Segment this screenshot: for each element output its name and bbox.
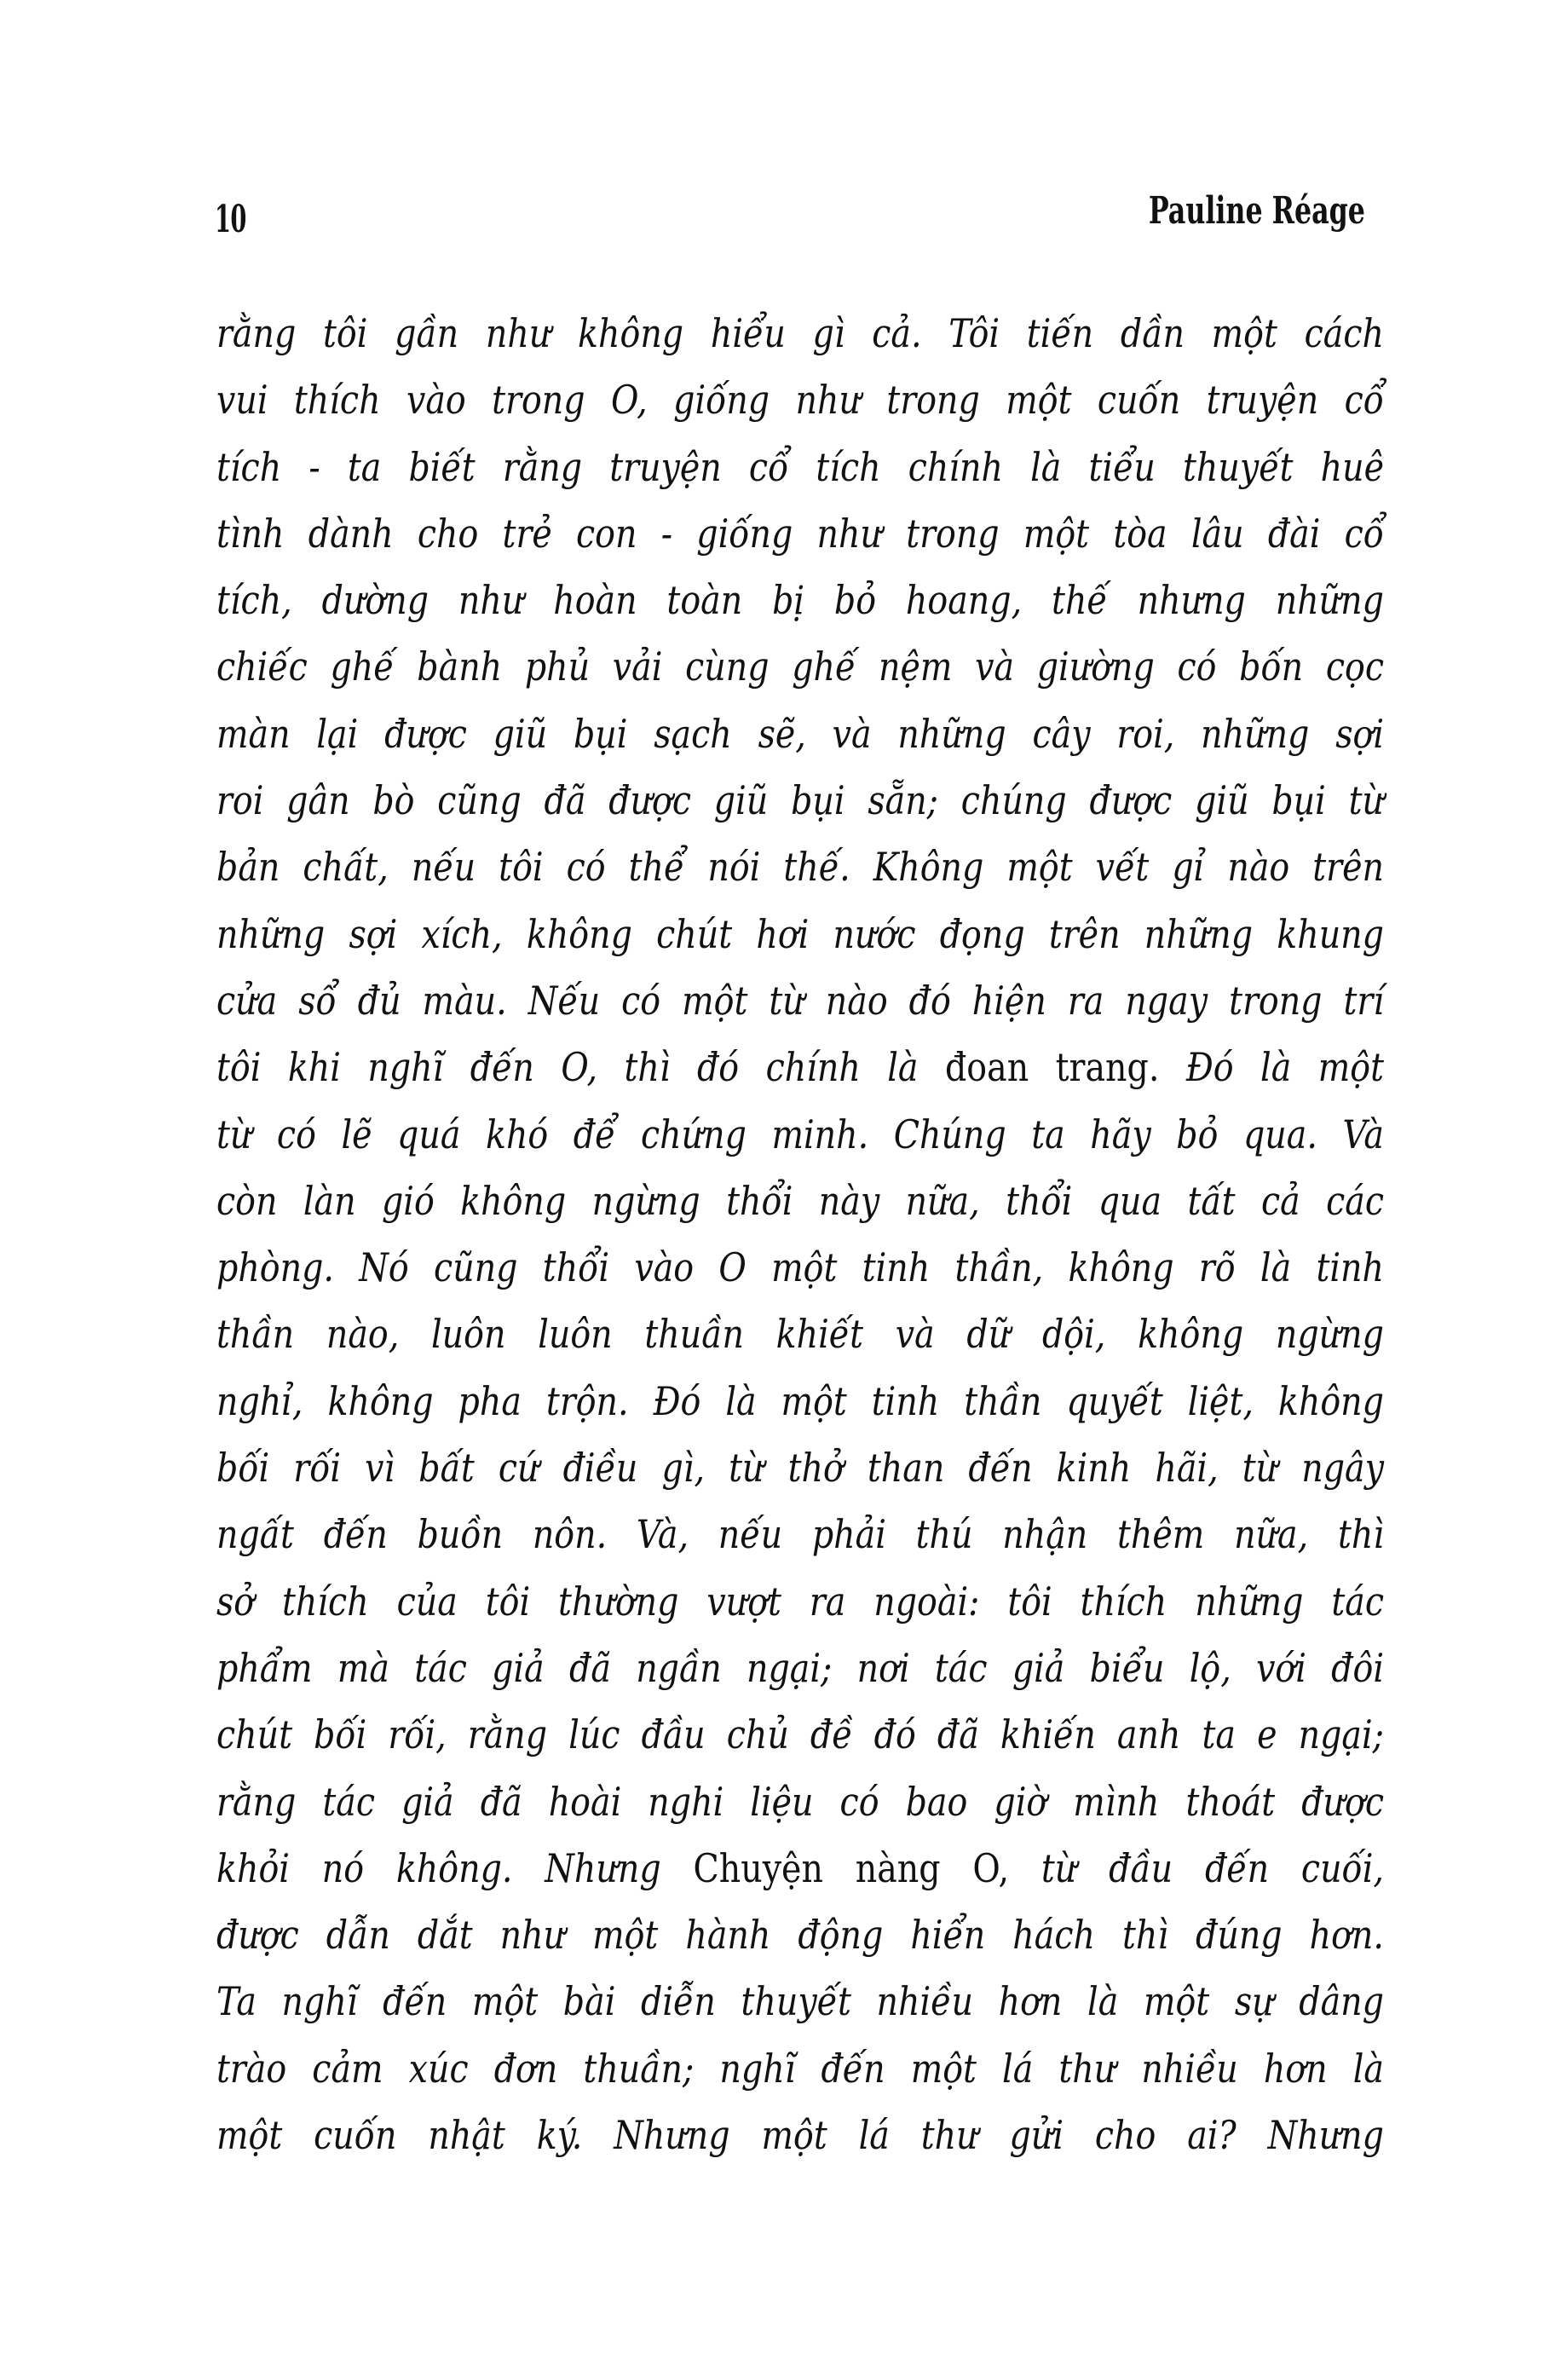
text-segment: tôi khi nghĩ đến O, thì đó chính là (216, 1044, 945, 1091)
text-line: cửa sổ đủ màu. Nếu có một từ nào đó hiện ra ngay trong trí (216, 977, 1384, 1024)
page-number: 10 (215, 198, 246, 241)
text-segment: Đó là một (1159, 1044, 1384, 1091)
text-line: từ có lẽ quá khó để chứng minh. Chúng ta hãy bỏ qua. Và (216, 1111, 1384, 1157)
text-line: tích, dường như hoàn toàn bị bỏ hoang, thế nhưng những (216, 577, 1384, 624)
text-line: bối rối vì bất cứ điều gì, từ thở than đến kinh hãi, từ ngây (216, 1445, 1384, 1492)
text-line-with-title (216, 1835, 1384, 1901)
text-line: tình dành cho trẻ con - giống như trong một tòa lâu đài cổ (216, 510, 1384, 557)
text-line: chiếc ghế bành phủ vải cùng ghế nệm và giường có bốn cọc (216, 643, 1384, 690)
text-line: ngất đến buồn nôn. Và, nếu phải thú nhận thêm nữa, thì (216, 1511, 1384, 1558)
text-line: tích - ta biết rằng truyện cổ tích chính là tiểu thuyết huê (216, 443, 1384, 490)
body-text (216, 300, 1384, 2168)
text-line: phòng. Nó cũng thổi vào O một tinh thần, không rõ là tinh (216, 1244, 1384, 1291)
text-line: trào cảm xúc đơn thuần; nghĩ đến một lá thư nhiều hơn là (216, 2045, 1384, 2092)
text-line: rằng tác giả đã hoài nghi liệu có bao giờ mình thoát được (216, 1778, 1384, 1825)
text-line: roi gân bò cũng đã được giũ bụi sẵn; chúng được giũ bụi từ (216, 777, 1384, 824)
text-line: những sợi xích, không chút hơi nước đọng trên những khung (216, 910, 1384, 957)
text-line-with-roman (216, 1034, 1384, 1100)
text-line: thần nào, luôn luôn thuần khiết và dữ dội, không ngừng (216, 1311, 1384, 1358)
text-line: bản chất, nếu tôi có thể nói thế. Không một vết gỉ nào trên (216, 844, 1384, 891)
text-line: chút bối rối, rằng lúc đầu chủ đề đó đã khiến anh ta e ngại; (216, 1711, 1384, 1758)
emphasis-roman: đoan trang. (944, 1044, 1160, 1091)
text-line: được dẫn dắt như một hành động hiển hách thì đúng hơn. (216, 1912, 1384, 1959)
text-line: phẩm mà tác giả đã ngần ngại; nơi tác giả biểu lộ, với đôi (216, 1644, 1384, 1691)
text-line: rằng tôi gần như không hiểu gì cả. Tôi tiến dần một cách (216, 310, 1384, 356)
text-line: màn lại được giũ bụi sạch sẽ, và những cây roi, những sợi (216, 710, 1384, 757)
running-head (215, 189, 1365, 254)
text-line: còn làn gió không ngừng thổi này nữa, thổi qua tất cả các (216, 1177, 1384, 1224)
book-title-roman: Chuyện nàng O, (693, 1844, 1010, 1891)
text-line: vui thích vào trong O, giống như trong một cuốn truyện cổ (216, 377, 1384, 424)
text-line: một cuốn nhật ký. Nhưng một lá thư gửi cho ai? Nhưng (216, 2112, 1384, 2159)
text-segment: khỏi nó không. Nhưng (216, 1844, 694, 1891)
text-segment: từ đầu đến cuối, (1009, 1844, 1384, 1891)
text-line: sở thích của tôi thường vượt ra ngoài: tôi thích những tác (216, 1578, 1384, 1624)
text-line: Ta nghĩ đến một bài diễn thuyết nhiều hơn là một sự dâng (216, 1978, 1384, 2025)
running-head-author: Pauline Réage (1148, 189, 1365, 233)
text-line: nghỉ, không pha trộn. Đó là một tinh thần quyết liệt, không (216, 1377, 1384, 1424)
